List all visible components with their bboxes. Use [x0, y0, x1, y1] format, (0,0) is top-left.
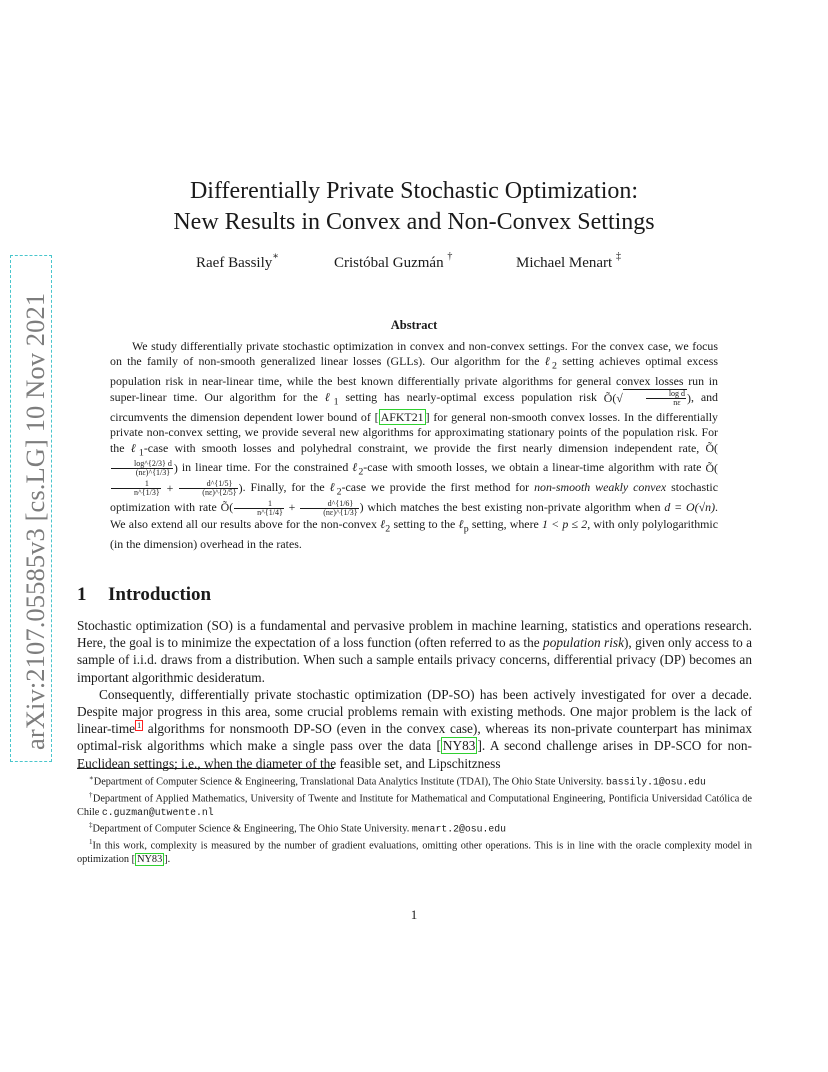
rate-formula-l2-smooth: Õ( $\frac{1}{n\^{}\{1/3\}}$ + $\frac{d\^{}\{1/5\}}{(n\varepsilon)\^{}\{2/5\}}$ )	[110, 461, 718, 495]
section-heading-introduction	[77, 584, 211, 606]
author-mark: †	[447, 251, 453, 262]
footnote-menart: ‡Department of Computer Science & Engineering, The Ohio State University. menart.2@osu.edu	[89, 821, 506, 835]
paper-title	[0, 176, 828, 238]
author-menart: Michael Menart ‡	[516, 251, 621, 271]
citation-link-ny83[interactable]: NY83	[442, 738, 476, 754]
citation-link-afkt21[interactable]: AFKT21	[380, 410, 424, 425]
section-number: 1	[77, 584, 87, 605]
author-guzman: Cristóbal Guzmán †	[334, 251, 453, 271]
rate-formula-weakly-convex: Õ( $\frac{1}{n\^{}\{1/4\}}$ + $\frac{d\^{}\{1/6\}}{(n\varepsilon)\^{}\{1/3\}}$ )	[220, 499, 364, 518]
footnote-rule	[77, 768, 334, 769]
footnote-1: $^1$In this work, complexity is measured by the number of gradient evaluations, omitting other operations. This is in line with the oracle complexity model in optimization [ NY83 ].	[77, 837, 752, 865]
footnotes	[77, 772, 752, 866]
author-list	[196, 253, 656, 275]
arxiv-identifier: arXiv:2107.05585v3 [cs.LG] 10 Nov 2021	[20, 292, 50, 750]
rate-formula-l1: Õ(√ $\frac{\text{log d}}{n\varepsilon}$ )	[603, 389, 692, 408]
rate-formula-l1-nonconvex: Õ( $\frac{\log\^{}\{2/3\} d}{(n\varepsilon)\^{}\{1/3\}}$ )	[110, 441, 718, 475]
author-bassily: Raef Bassily∗	[196, 251, 280, 271]
intro-paragraph-2: Consequently, differentially private stochastic optimization (DP-SO) has been actively investigated for over a decade. Despite major progress in this area, some crucial problems remain with existing methods. One major problem is the lack of linear-time $^1$ algorithms for nonsmooth DP-SO (even in the convex case), whereas its non-private counterpart has minimax optimal-risk algorithms which make a single pass over the data [ NY83 ]. A second challenge arises in DP-SCO for non-Euclidean settings; i.e., when the diameter of the feasible set, and Lipschitzness	[77, 686, 752, 771]
email-guzman: c.guzman@utwente.nl	[101, 806, 214, 818]
citation-link-ny83-footnote[interactable]: NY83	[137, 853, 163, 865]
footnote-link-1[interactable]: 1	[137, 720, 142, 730]
footnote-bassily: ∗Department of Computer Science & Engineering, Translational Data Analytics Institute (TDAI), The Ohio State University. bassily.1@osu.edu	[89, 774, 706, 788]
email-bassily: bassily.1@osu.edu	[605, 776, 706, 788]
abstract-paragraph: We study differentially private stochastic optimization in convex and non-convex settings. For the convex case, we focus on the family of non-smooth generalized linear losses (GLLs). Our algorithm for the ℓ$_2$ setting achieves optimal excess population risk in near-linear time, while the best known differentially private algorithms for general convex losses run in super-linear time. Our algorithm for the ℓ$_1$ setting has nearly-optimal excess population risk Õ(√ $\frac{\text{log d}}{n\varepsilon}$ ), and circumvents the dimension dependent lower bound of [ AFKT21 ] for general non-smooth convex losses. In the differentially private non-convex setting, we provide several new algorithms for approximating stationary points of the population risk. For the ℓ$_1$-case with smooth losses and polyhedral constraint, we provide the first nearly dimension independent rate, Õ( $\frac{\log\^{}\{2/3\} d}{(n\varepsilon)\^{}\{1/3\}}$ ) in linear time. For the constrained ℓ$_2$-case with smooth losses, we obtain a linear-time algorithm with rate Õ( $\frac{1}{n\^{}\{1/3\}}$ + $\frac{d\^{}\{1/5\}}{(n\varepsilon)\^{}\{2/5\}}$ ). Finally, for the ℓ$_2$-case we provide the first method for non-smooth weakly convex stochastic optimization with rate Õ( $\frac{1}{n\^{}\{1/4\}}$ + $\frac{d\^{}\{1/6\}}{(n\varepsilon)\^{}\{1/3\}}$ ) which matches the best existing non-private algorithm when d = O(√n). We also extend all our results above for the non-convex ℓ$_2$ setting to the ℓ$_p$ setting, where 1 < p ≤ 2, with only polylogarithmic (in the dimension) overhead in the rates.	[110, 339, 719, 551]
page-number: 1	[410, 907, 418, 922]
introduction-body	[77, 617, 752, 772]
intro-paragraph-1: Stochastic optimization (SO) is a fundamental and pervasive problem in machine learning, statistics and operations research. Here, the goal is to minimize the expectation of a loss function (often referred to as the population risk), given only access to a sample of i.i.d. draws from a distribution. When such a sample entails privacy concerns, differential privacy (DP) becomes an important algorithmic desideratum.	[77, 618, 752, 685]
section-title: Introduction	[108, 584, 212, 605]
paper-title-line-2: New Results in Convex and Non-Convex Settings	[173, 209, 655, 235]
footnote-guzman: †Department of Applied Mathematics, University of Twente and Institute for Mathematical and Computational Engineering, Pontificia Universidad Católica de Chile c.guzman@utwente.nl	[77, 790, 752, 818]
abstract-body	[110, 339, 718, 552]
author-mark: ∗	[272, 251, 280, 262]
abstract-heading: Abstract	[390, 318, 438, 332]
author-mark: ‡	[615, 251, 621, 262]
paper-title-line-1: Differentially Private Stochastic Optimization:	[189, 178, 639, 204]
email-menart: menart.2@osu.edu	[411, 823, 506, 835]
